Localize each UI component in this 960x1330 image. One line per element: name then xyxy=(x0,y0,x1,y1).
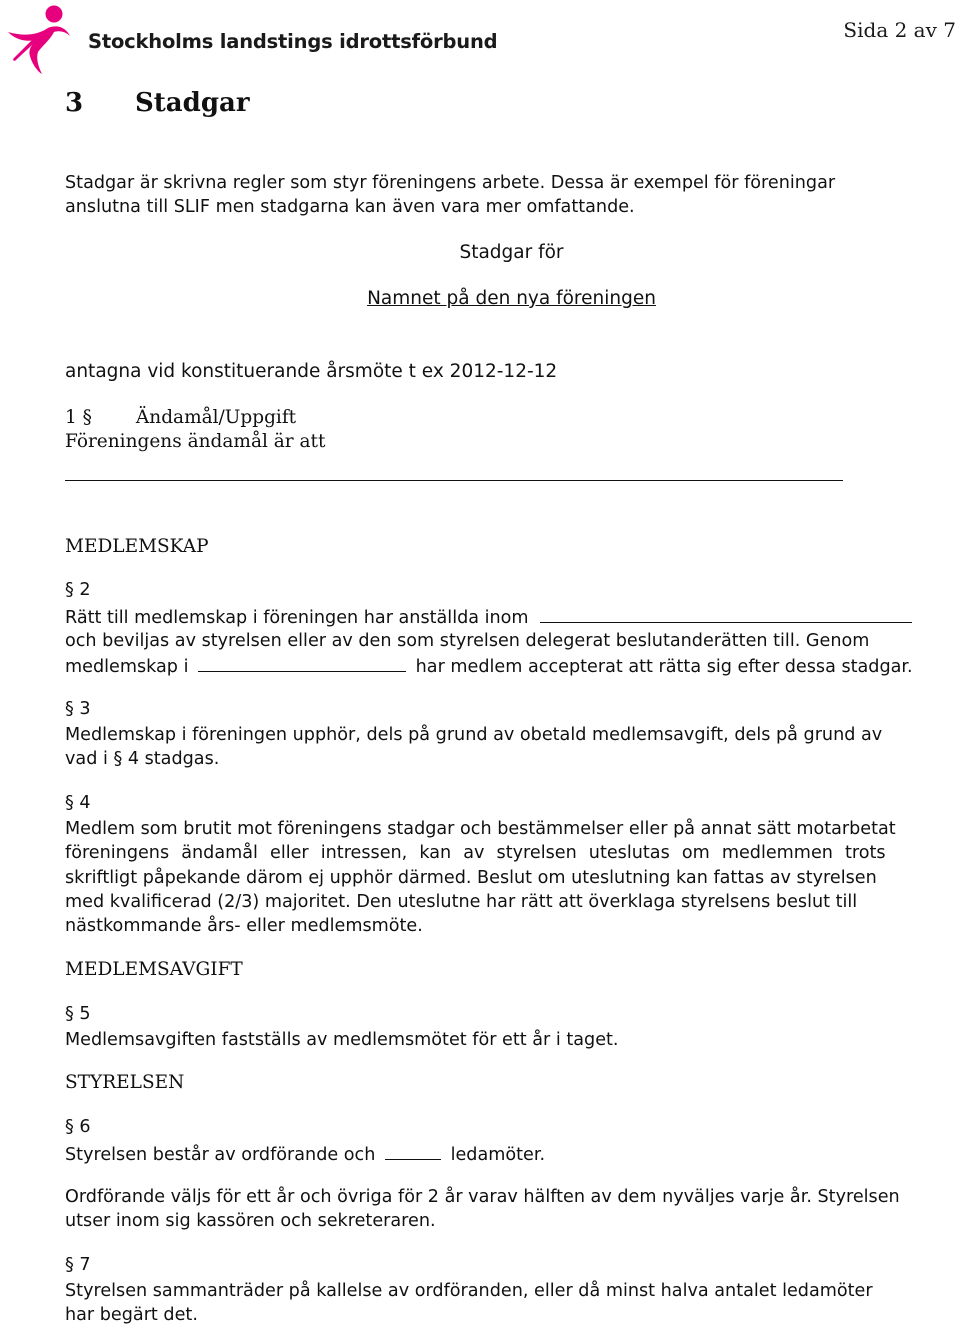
paragraph-2-line-2: och beviljas av styrelsen eller av den som styrelsen delegerat beslutanderätten till. Genom xyxy=(65,631,870,651)
adopted-statement: antagna vid konstituerande årsmöte t ex 2012-12-12 xyxy=(65,361,558,382)
organization-name: Stockholms landstings idrottsförbund xyxy=(88,30,498,53)
paragraph-1-heading xyxy=(65,407,296,428)
employer-blank xyxy=(540,604,912,623)
paragraph-1-text: Föreningens ändamål är att xyxy=(65,431,326,452)
board-heading: STYRELSEN xyxy=(65,1072,185,1093)
paragraph-3-line-1: Medlemskap i föreningen upphör, dels på grund av obetald medlemsavgift, dels på grund av xyxy=(65,725,883,745)
page-number: Sida 2 av 7 xyxy=(843,18,956,42)
membership-fee-heading: MEDLEMSAVGIFT xyxy=(65,959,243,980)
paragraph-3-text-2b: 4 stadgas. xyxy=(127,749,220,769)
paragraph-2-text-1: Rätt till medlemskap i föreningen har anställda inom xyxy=(65,608,529,628)
paragraph-7-number: 7 xyxy=(79,1255,91,1275)
paragraph-5-number: 5 xyxy=(79,1004,91,1024)
chair-election-line-1: Ordförande väljs för ett år och övriga för 2 år varav hälften av dem nyväljes varje år. Styrelsen xyxy=(65,1187,900,1207)
paragraph-3-number: 3 xyxy=(79,699,91,719)
chair-election-line-2: utser inom sig kassören och sekreteraren. xyxy=(65,1211,436,1231)
paragraph-4-number: 4 xyxy=(79,793,91,813)
slif-logo-icon xyxy=(2,2,82,76)
section-symbol: § xyxy=(65,1004,74,1024)
paragraph-6-text xyxy=(65,1141,545,1168)
paragraph-3-text-2a: vad i xyxy=(65,749,108,769)
paragraph-3-label xyxy=(65,699,91,719)
paragraph-1-number: 1 xyxy=(65,407,77,428)
paragraph-1-title: Ändamål/Uppgift xyxy=(135,407,297,428)
paragraph-2-text-3a: medlemskap i xyxy=(65,657,189,677)
section-symbol: § xyxy=(65,580,74,600)
section-symbol: § xyxy=(65,793,74,813)
association-name-placeholder: Namnet på den nya föreningen xyxy=(367,288,656,309)
paragraph-4-line-3: skriftligt påpekande därom ej upphör därmed. Beslut om uteslutning kan fattas av styrelsen xyxy=(65,868,877,888)
section-symbol: § xyxy=(113,749,123,769)
paragraph-2-number: 2 xyxy=(79,580,91,600)
paragraph-2-text-3b: har medlem accepterat att rätta sig efter dessa stadgar. xyxy=(415,657,913,677)
paragraph-4-label xyxy=(65,793,91,813)
intro-line-2: anslutna till SLIF men stadgarna kan även vara mer omfattande. xyxy=(65,197,635,217)
membership-heading: MEDLEMSKAP xyxy=(65,536,209,557)
board-members-count-blank xyxy=(385,1141,441,1160)
organization-blank xyxy=(198,653,406,672)
paragraph-2-line-1 xyxy=(65,604,958,631)
section-number: 3 xyxy=(65,88,84,118)
paragraph-5-text: Medlemsavgiften fastställs av medlemsmötet för ett år i taget. xyxy=(65,1030,619,1050)
purpose-blank-line xyxy=(65,480,843,481)
paragraph-5-label xyxy=(65,1004,91,1024)
section-title: Stadgar xyxy=(135,88,250,118)
section-heading xyxy=(65,88,250,118)
paragraph-6-number: 6 xyxy=(79,1117,91,1137)
section-symbol: § xyxy=(82,407,92,428)
section-symbol: § xyxy=(65,1117,74,1137)
paragraph-3-line-2 xyxy=(65,747,219,772)
doc-heading-line-1: Stadgar för xyxy=(459,242,564,263)
paragraph-7-line-1: Styrelsen sammanträder på kallelse av ordföranden, eller då minst halva antalet ledamöter xyxy=(65,1281,873,1301)
paragraph-4-line-2: föreningens ändamål eller intressen, kan av styrelsen uteslutas om medlemmen trots xyxy=(65,843,886,863)
intro-line-1: Stadgar är skrivna regler som styr föreningens arbete. Dessa är exempel för föreningar xyxy=(65,173,836,193)
paragraph-6-label xyxy=(65,1117,91,1137)
paragraph-4-line-5: nästkommande års- eller medlemsmöte. xyxy=(65,916,423,936)
section-symbol: § xyxy=(65,1255,74,1275)
paragraph-2-line-3 xyxy=(65,653,913,680)
paragraph-6-text-a: Styrelsen består av ordförande och xyxy=(65,1145,376,1165)
paragraph-7-line-2: har begärt det. xyxy=(65,1305,198,1325)
paragraph-2-label xyxy=(65,580,91,600)
section-symbol: § xyxy=(65,699,74,719)
paragraph-6-text-b: ledamöter. xyxy=(450,1145,546,1165)
paragraph-4-line-4: med kvalificerad (2/3) majoritet. Den uteslutne har rätt att överklaga styrelsens beslut till xyxy=(65,892,858,912)
paragraph-7-label xyxy=(65,1255,91,1275)
paragraph-4-line-1: Medlem som brutit mot föreningens stadgar och bestämmelser eller på annat sätt motarbetat xyxy=(65,819,896,839)
page-header xyxy=(0,0,960,80)
